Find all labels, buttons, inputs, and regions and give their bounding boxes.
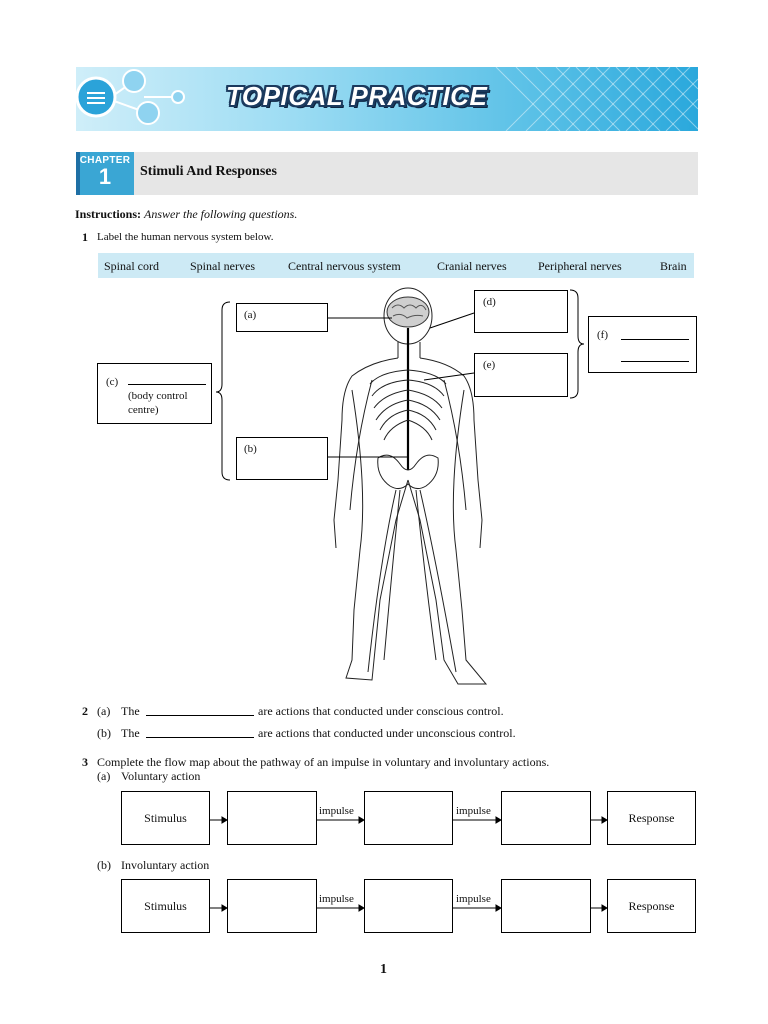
q3a-label: (a) — [97, 769, 111, 783]
q3b-label: (b) — [97, 858, 111, 872]
label-box-c[interactable] — [97, 363, 212, 424]
q1-number: 1 — [82, 230, 88, 244]
word-bank-item: Cranial nerves — [437, 259, 507, 273]
q3a-title: Voluntary action — [121, 769, 201, 783]
flow-b-stimulus: Stimulus — [121, 879, 210, 933]
label-box-b[interactable] — [236, 437, 328, 480]
word-bank-item: Spinal nerves — [190, 259, 255, 273]
label-e: (e) — [483, 359, 496, 371]
flow-a-arrows — [0, 810, 768, 830]
flow-b-arrows — [0, 898, 768, 918]
q2a-suffix: are actions that conducted under conscious control. — [258, 704, 504, 718]
q2a-prefix: The — [121, 704, 140, 718]
label-c-hint-1: (body control — [128, 390, 188, 402]
chapter-strip — [76, 152, 80, 195]
flow-a-impulse-2: impulse — [456, 805, 491, 817]
chapter-badge — [76, 152, 134, 195]
label-f: (f) — [597, 329, 608, 341]
q2a-label: (a) — [97, 704, 111, 718]
label-c: (c) — [106, 376, 119, 388]
answer-line-f-2[interactable] — [621, 349, 689, 362]
q2a-answer-line[interactable] — [146, 703, 254, 716]
chapter-number: 1 — [98, 164, 112, 189]
banner-title: TOPICAL PRACTICE — [226, 81, 488, 111]
instructions — [75, 207, 297, 222]
answer-line-f-1[interactable] — [621, 327, 689, 340]
q2b-label: (b) — [97, 726, 111, 740]
label-box-d[interactable] — [474, 290, 568, 333]
chapter-title: Stimuli And Responses — [140, 164, 277, 179]
label-box-a[interactable] — [236, 303, 328, 332]
flow-b-impulse-2: impulse — [456, 893, 491, 905]
q2b-answer-line[interactable] — [146, 725, 254, 738]
label-b: (b) — [244, 443, 257, 455]
label-c-hint-2: centre) — [128, 404, 159, 416]
chapter-label: CHAPTER — [79, 155, 131, 166]
label-a: (a) — [244, 309, 257, 321]
banner — [76, 67, 698, 131]
label-box-f[interactable] — [588, 316, 697, 373]
q3-text: Complete the flow map about the pathway of an impulse in voluntary and involuntary actions. — [97, 755, 550, 769]
word-bank-item: Brain — [660, 259, 687, 273]
flow-b-impulse-1: impulse — [319, 893, 354, 905]
q2b-suffix: are actions that conducted under unconscious control. — [258, 726, 516, 740]
flow-a-stimulus: Stimulus — [121, 791, 210, 845]
word-bank-item: Central nervous system — [288, 259, 401, 273]
q3b-title: Involuntary action — [121, 858, 210, 872]
word-bank-item: Peripheral nerves — [538, 259, 622, 273]
instructions-label: Instructions: — [75, 207, 142, 221]
q3-number: 3 — [82, 755, 88, 769]
label-box-e[interactable] — [474, 353, 568, 397]
page-number: 1 — [380, 962, 387, 977]
q2b-prefix: The — [121, 726, 140, 740]
flow-a-response: Response — [607, 791, 696, 845]
answer-line-c[interactable] — [128, 372, 206, 385]
flow-a-impulse-1: impulse — [319, 805, 354, 817]
instructions-text: Answer the following questions. — [144, 207, 298, 221]
label-d: (d) — [483, 296, 496, 308]
flow-b-response: Response — [607, 879, 696, 933]
q2-number: 2 — [82, 704, 88, 718]
word-bank-item: Spinal cord — [104, 259, 159, 273]
q1-text: Label the human nervous system below. — [97, 231, 274, 243]
